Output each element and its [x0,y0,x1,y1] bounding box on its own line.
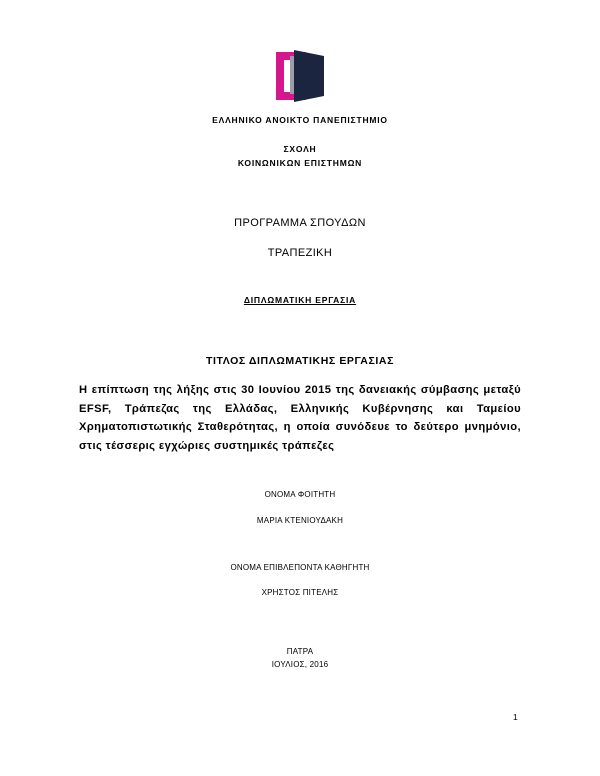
program-name: ΤΡΑΠΕΖΙΚΗ [267,247,333,259]
student-label: ΟΝΟΜΑ ΦΟΙΤΗΤΗ [264,490,336,499]
city: ΠΑΤΡΑ [286,647,314,656]
school-label: ΣΧΟΛΗ [283,144,317,154]
date: ΙΟΥΛΙΟΣ, 2016 [271,660,329,669]
program-label: ΠΡΟΓΡΑΜΜΑ ΣΠΟΥΔΩΝ [234,217,366,229]
supervisor-name: ΧΡΗΣΤΟΣ ΠΙΤΕΛΗΣ [261,588,339,597]
university-name: ΕΛΛΗΝΙΚΟ ΑΝΟΙΚΤΟ ΠΑΝΕΠΙΣΤΗΜΙΟ [212,115,388,125]
student-name: ΜΑΡΙΑ ΚΤΕΝΙΟΥΔΑΚΗ [256,516,344,525]
university-logo-icon [276,50,324,102]
thesis-heading: ΤΙΤΛΟΣ ΔΙΠΛΩΜΑΤΙΚΗΣ ΕΡΓΑΣΙΑΣ [206,355,394,367]
page-number: 1 [513,712,518,722]
thesis-title: Η επίπτωση της λήξης στις 30 Ιουνίου 2015 της δανειακής σύμβασης μεταξύ EFSF, Τράπεζας της Ελλάδας, Ελληνικής Κυβέρνησης και Ταμείου Χρηματοπιστωτικής Σταθερότητας, η οποία συνόδευε το δεύτερο μνημόνιο, στις τέσσερις εγχώριες συστημικές τράπεζες [79,384,521,452]
school-name: ΚΟΙΝΩΝΙΚΩΝ ΕΠΙΣΤΗΜΩΝ [237,158,363,168]
document-type: ΔΙΠΛΩΜΑΤΙΚΗ ΕΡΓΑΣΙΑ [243,295,357,305]
supervisor-label: ΟΝΟΜΑ ΕΠΙΒΛΕΠΟΝΤΑ ΚΑΘΗΓΗΤΗ [230,563,370,572]
